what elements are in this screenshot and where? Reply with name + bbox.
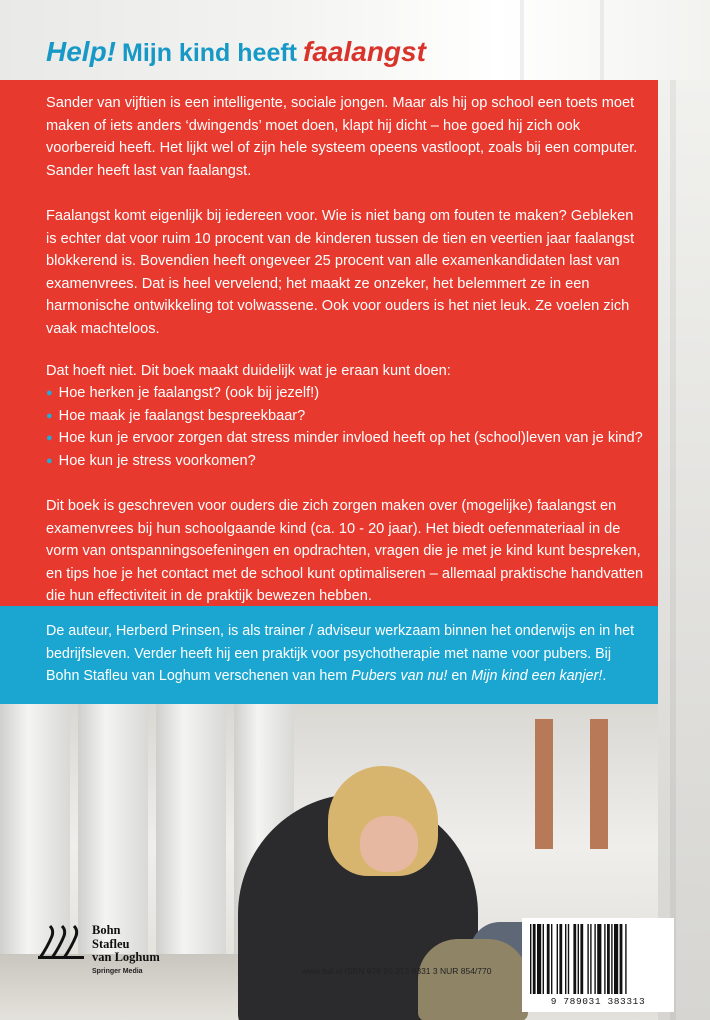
list-item: ● Hoe maak je faalangst bespreekbaar?: [46, 407, 306, 424]
bullet-icon: ●: [46, 432, 53, 444]
header-decoration: [600, 0, 604, 80]
bullet-icon: ●: [46, 409, 53, 422]
barcode-bars: [530, 924, 666, 994]
list-item: ● Hoe herken je faalangst? (ook bij jezelf!): [46, 385, 320, 401]
question-list: [46, 382, 646, 472]
author-bio: De auteur, Herberd Prinsen, is als trainer / adviseur werkzaam binnen het onderwijs en in het bedrijfsleven. Verder heeft hij een praktijk voor psychotherapie met name voor pubers. Bij Bohn Stafleu van Loghum verschenen van hem Pubers van nu! en Mijn kind een kanjer!.: [46, 623, 635, 684]
publisher-logo: [38, 918, 178, 980]
book-title: [46, 32, 426, 69]
title-middle: Mijn kind heeft: [122, 39, 297, 67]
paragraph-intro: Sander van vijftien is een intelligente, sociale jongen. Maar als hij op school een toets moet maken of iets anders ‘dwingends’ moet doen, klapt hij dicht – hoe goed hij zich ook voorbereid heeft. Het lijkt wel of zijn hele systeem opeens vastloopt, zoals bij een computer. Sander heeft last van faalangst.: [46, 95, 638, 179]
publisher-name: Bohn Stafleu van Loghum: [92, 923, 160, 964]
barcode: [522, 918, 674, 1012]
bsl-logo-icon: [38, 922, 86, 962]
header-decoration: [520, 0, 524, 80]
bullet-icon: ●: [46, 454, 53, 467]
list-item: ● Hoe kun je stress voorkomen?: [46, 452, 256, 469]
publisher-imprint: Springer Media: [92, 968, 143, 975]
title-help: Help!: [46, 36, 116, 67]
bullet-icon: ●: [46, 387, 53, 399]
paragraph-statistics: Faalangst komt eigenlijk bij iedereen voor. Wie is niet bang om fouten te maken? Gebleken is echter dat voor ruim 10 procent van de kinderen tussen de tien en veertien jaar faalangst blokkerend is. Bovendien heeft ongeveer 25 procent van alle examenkandidaten last van examenvrees. Dat is heel vervelend; het maakt ze onzeker, het belemmert ze in een harmonische ontwikkeling tot volwassene. Ook voor ouders is het niet leuk. Ze voelen zich vaak machteloos.: [46, 208, 635, 337]
right-edge-photo: [658, 80, 710, 1020]
title-emphasis: faalangst: [303, 36, 426, 67]
isbn-line: www.bsl.nl ISBN 978 90 313 8331 3 NUR 854/770: [302, 966, 492, 976]
book-title-pubers: Pubers van nu!: [351, 668, 448, 684]
book-title-kanjer: Mijn kind een kanjer!: [471, 668, 603, 684]
barcode-digits: 9 789031 383313: [550, 996, 646, 1007]
list-item: ● Hoe kun je ervoor zorgen dat stress minder invloed heeft op het (school)leven van je kind?: [46, 430, 643, 446]
paragraph-audience: Dit boek is geschreven voor ouders die zich zorgen maken over (mogelijke) faalangst en examenvrees bij hun schoolgaande kind (ca. 10 - 20 jaar). Het biedt oefenmateriaal in de vorm van ontspanningsoefeningen en opdrachten, vragen die je met je kind kunt bespreken, en tips hoe je het contact met de school kunt optimaliseren – allemaal praktische handvatten die hun effectiviteit in de praktijk bewezen hebben.: [46, 498, 644, 604]
paragraph-lead: Dat hoeft niet. Dit boek maakt duidelijk wat je eraan kunt doen:: [46, 363, 451, 379]
